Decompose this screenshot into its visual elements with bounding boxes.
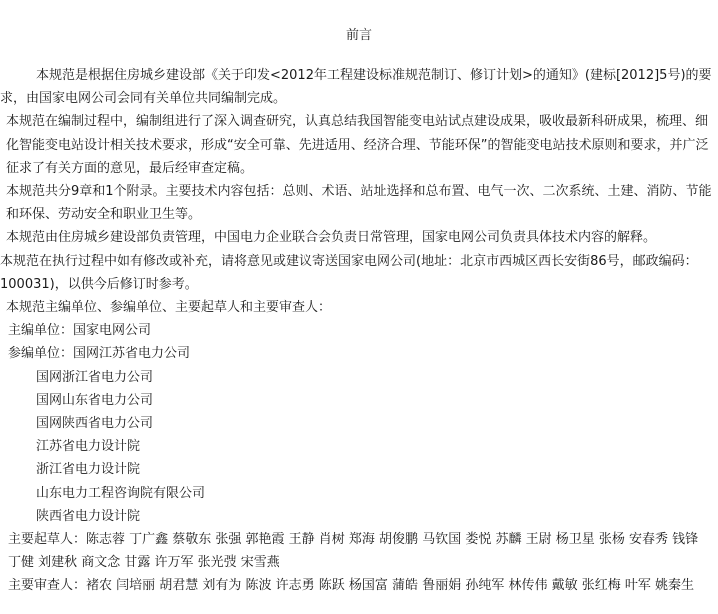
participating-unit: 国网山东省电力公司 — [36, 392, 154, 408]
paragraph-units-intro: 本规范主编单位、参编单位、主要起草人和主要审查人： — [6, 300, 332, 316]
paragraph-basis: 本规范是根据住房城乡建设部《关于印发<2012年工程建设标准规范制订、修订计划>的通知》(建标[2012]5号)的要求，由国家电网公司会同有关单位共同编制完成。 — [0, 68, 712, 107]
participating-unit: 陕西省电力设计院 — [36, 508, 141, 524]
paragraph-process: 本规范在编制过程中，编制组进行了深入调查研究，认真总结我国智能变电站试点建设成果，吸收最新科研成果，梳理、细化智能变电站设计相关技术要求，形成“安全可靠、先进适用、经济合理、节能环保”的智能变电站技术原则和要求，并广泛征求了有关方面的意见，最后经审查定稿。 — [6, 114, 709, 176]
participating-unit: 浙江省电力设计院 — [36, 462, 141, 478]
participating-unit: 江苏省电力设计院 — [36, 439, 141, 455]
participating-unit: 山东电力工程咨询院有限公司 — [36, 485, 206, 501]
chief-reviewers: 主要审查人：褚农 闫培丽 胡君慧 刘有为 陈波 许志勇 陈跃 杨国富 蒲皓 鲁丽娟 孙纯军 林传伟 戴敏 张红梅 叶军 姚秦生 — [8, 578, 694, 594]
paragraph-management: 本规范由住房城乡建设部负责管理，中国电力企业联合会负责日常管理，国家电网公司负责具体技术内容的解释。 — [6, 230, 657, 246]
document-body — [0, 64, 718, 598]
paragraph-feedback: 本规范在执行过程中如有修改或补充，请将意见或建议寄送国家电网公司(地址：北京市西城区西长安街86号，邮政编码：100031)，以供今后修订时参考。 — [0, 253, 698, 292]
chief-unit: 主编单位：国家电网公司 — [8, 323, 152, 339]
chief-drafters: 主要起草人：陈志蓉 丁广鑫 蔡敬东 张强 郭艳霞 王静 肖树 郑海 胡俊鹏 马钦国 娄悦 苏麟 王尉 杨卫星 张杨 安春秀 钱锋 丁健 刘建秋 商文念 甘露 许万军 张光弢 宋雪燕 — [8, 532, 699, 571]
paragraph-contents: 本规范共分9章和1个附录。主要技术内容包括：总则、术语、站址选择和总布置、电气一次、二次系统、土建、消防、节能和环保、劳动安全和职业卫生等。 — [6, 184, 712, 223]
participating-unit-first: 参编单位：国网江苏省电力公司 — [8, 346, 191, 362]
page-title: 前言 — [345, 28, 372, 43]
participating-unit: 国网浙江省电力公司 — [36, 369, 154, 385]
participating-unit: 国网陕西省电力公司 — [36, 416, 154, 432]
